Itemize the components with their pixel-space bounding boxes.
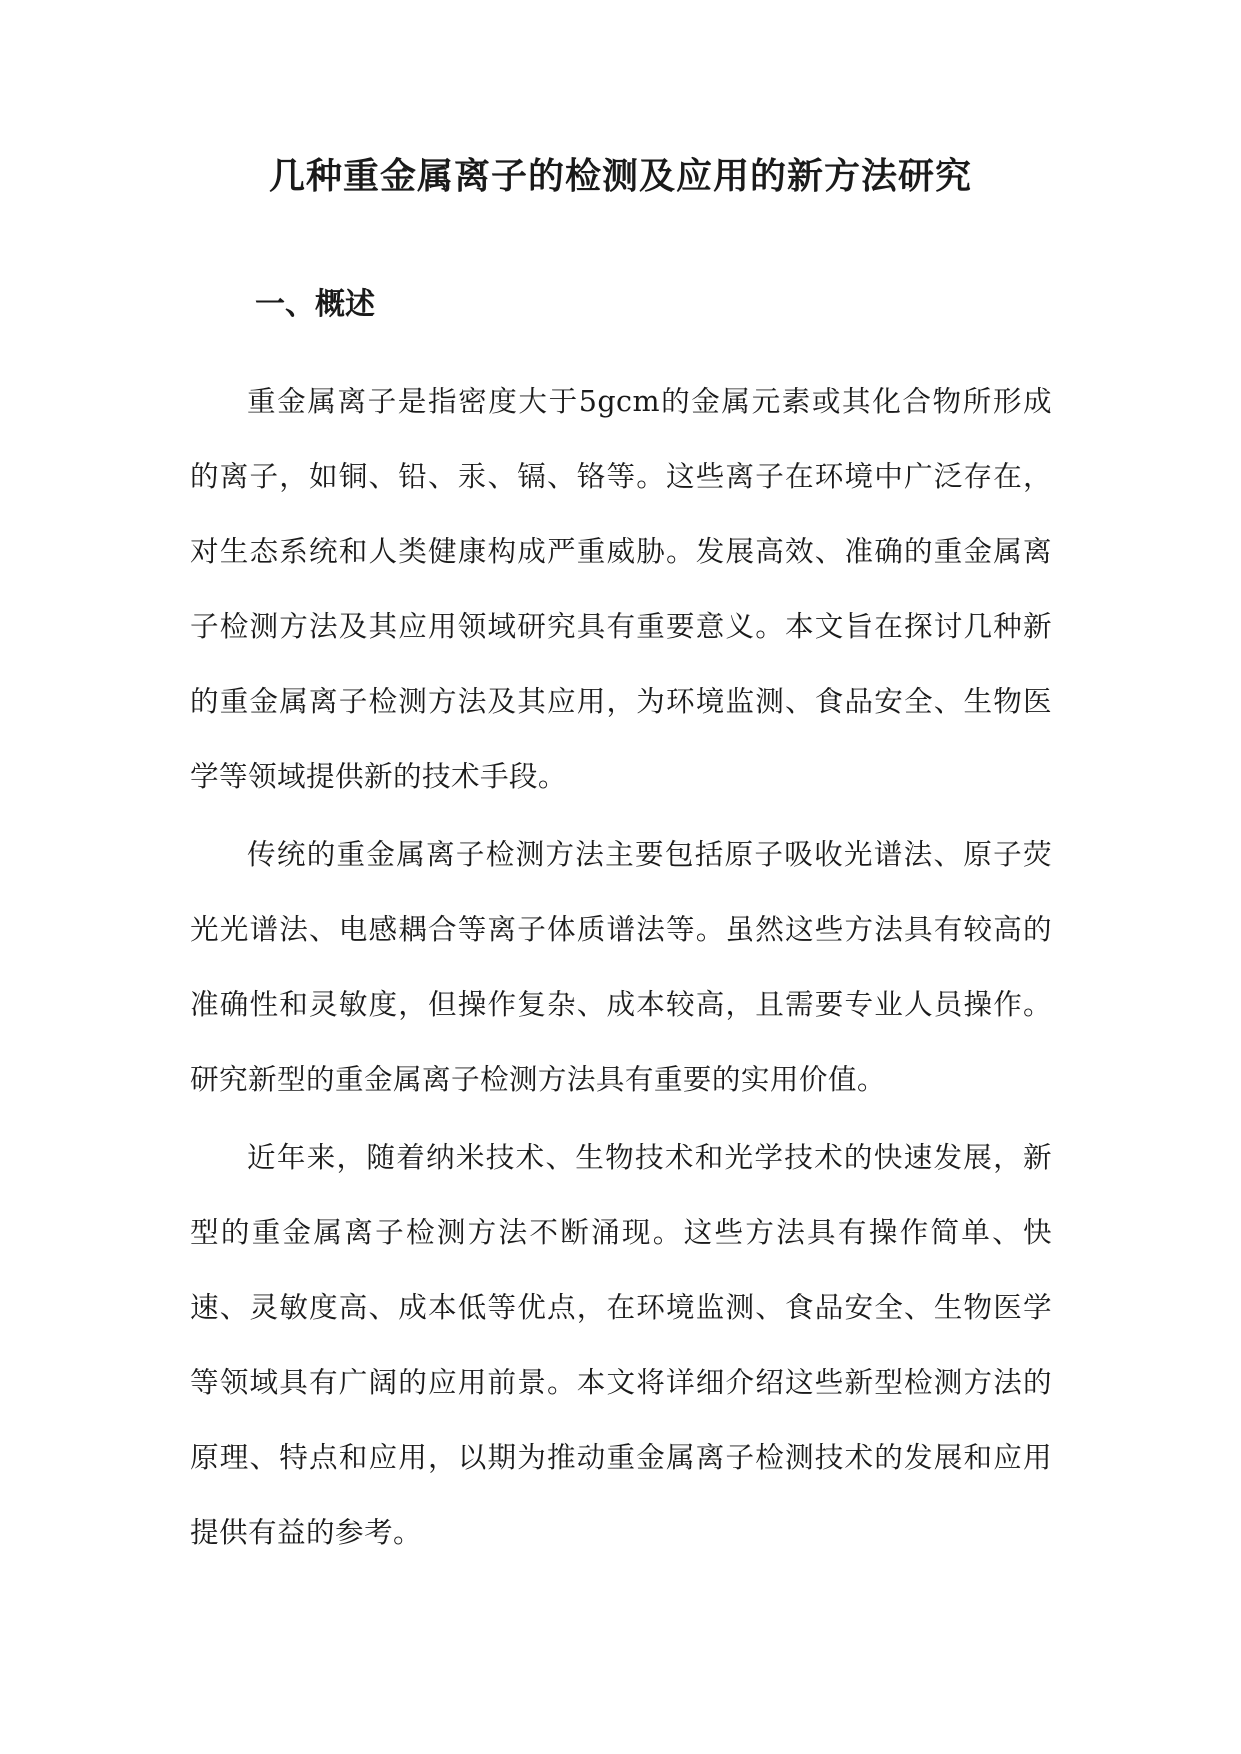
paragraph-2: 传统的重金属离子检测方法主要包括原子吸收光谱法、原子荧光光谱法、电感耦合等离子体质谱法等。虽然这些方法具有较高的准确性和灵敏度，但操作复杂、成本较高，且需要专业人员操作。研究新型的重金属离子检测方法具有重要的实用价值。 [190,837,1052,1096]
document-title: 几种重金属离子的检测及应用的新方法研究 [268,156,972,197]
paragraph-1: 重金属离子是指密度大于5gcm的金属元素或其化合物所形成的离子，如铜、铅、汞、镉、铬等。这些离子在环境中广泛存在，对生态系统和人类健康构成严重威胁。发展高效、准确的重金属离子检测方法及其应用领域研究具有重要意义。本文旨在探讨几种新的重金属离子检测方法及其应用，为环境监测、食品安全、生物医学等领域提供新的技术手段。 [190,384,1052,793]
section-heading: 一、概述 [255,287,375,322]
document-body [190,364,1052,1573]
paragraph-3: 近年来，随着纳米技术、生物技术和光学技术的快速发展，新型的重金属离子检测方法不断涌现。这些方法具有操作简单、快速、灵敏度高、成本低等优点，在环境监测、食品安全、生物医学等领域具有广阔的应用前景。本文将详细介绍这些新型检测方法的原理、特点和应用，以期为推动重金属离子检测技术的发展和应用提供有益的参考。 [190,1140,1052,1549]
